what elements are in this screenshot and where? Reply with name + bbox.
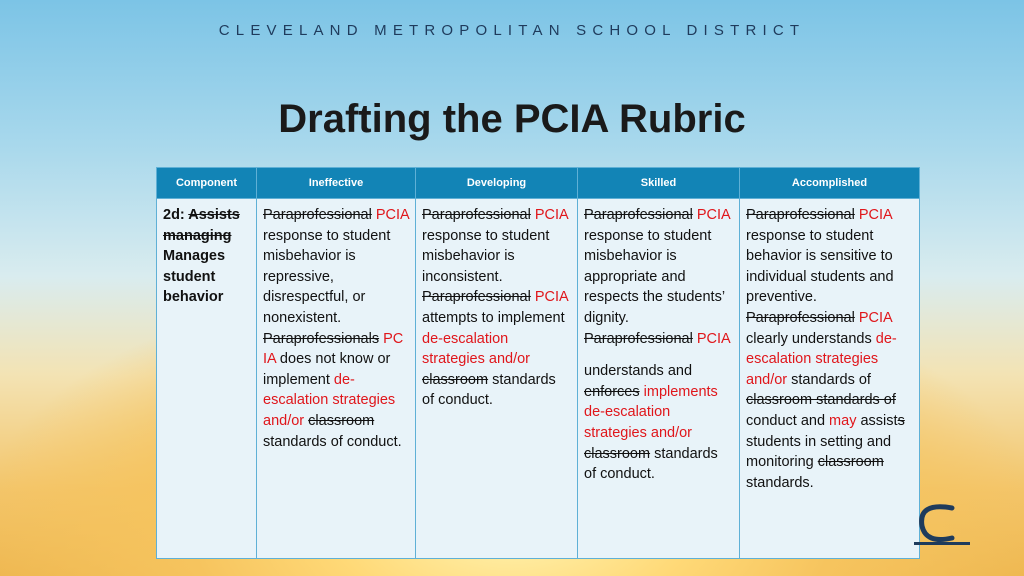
struck-text: classroom (308, 412, 375, 429)
inserted-text: may (829, 412, 857, 429)
struck-text: s (897, 412, 905, 429)
inserted-text: PCIA (858, 309, 892, 326)
inserted-text: implements de-escalation strategies and/or (584, 383, 718, 441)
inserted-text: PCIA (534, 207, 568, 223)
cell-text: standards of conduct. (422, 371, 556, 409)
struck-text: classroom (817, 454, 884, 471)
cell-text: response to student misbehavior is appropriate and respects the students’ dignity. (584, 227, 725, 326)
struck-text: Paraprofessional (422, 289, 531, 306)
struck-text: Paraprofessionals (263, 330, 380, 347)
cell-text: does not know or implement (263, 351, 391, 388)
inserted-text: de-escalation strategies and/or (263, 371, 396, 429)
cell-text: understands and (584, 363, 693, 380)
inserted-text: PCIA (696, 330, 731, 347)
inserted-text: de-escalation strategies and/or (422, 330, 531, 368)
struck-text: Paraprofessional (584, 330, 693, 347)
cell-text: response to student behavior is sensitive to individual students and preventive. (746, 227, 894, 306)
cell-text: clearly understands (746, 330, 876, 347)
cell-text: response to student misbehavior is inconsistent. (422, 227, 550, 285)
cell-text: response to student misbehavior is repressive, disrespectful, or nonexistent. (263, 227, 391, 326)
developing-cell (416, 199, 578, 559)
struck-text: managing (163, 227, 232, 244)
struck-text: Paraprofessional (422, 207, 531, 223)
page-title: Drafting the PCIA Rubric (278, 97, 746, 141)
header-ineffective: Ineffective (257, 168, 416, 199)
struck-text: classroom (584, 445, 651, 462)
table-header-row (157, 168, 920, 199)
struck-text: Paraprofessional (746, 207, 855, 223)
district-name: CLEVELAND METROPOLITAN SCHOOL DISTRICT (218, 22, 806, 39)
cell-text: attempts to implement (422, 309, 565, 326)
struck-text: Paraprofessional (263, 207, 372, 223)
accomplished-cell (740, 199, 920, 559)
inserted-text: de-escalation strategies and/or (746, 330, 897, 388)
table-row (157, 199, 920, 559)
header-accomplished: Accomplished (740, 168, 920, 199)
cell-text: standards of conduct. (263, 433, 402, 450)
cell-text: conduct and (746, 412, 830, 429)
header-skilled: Skilled (578, 168, 740, 199)
ineffective-cell (257, 199, 416, 559)
inserted-text: PCIA (375, 207, 409, 223)
cell-text: assist (860, 412, 898, 429)
component-cell (157, 199, 257, 559)
cell-text: standards of (787, 371, 871, 388)
inserted-text: PCIA (858, 207, 892, 223)
inserted-text: PCIA (696, 207, 730, 223)
component-code: 2d: (163, 207, 185, 223)
cell-text: students in setting and monitoring (746, 433, 892, 471)
inserted-text: IA (263, 351, 276, 368)
cell-text: standards. (746, 474, 814, 491)
rubric-table (156, 167, 920, 559)
struck-text: classroom (422, 371, 489, 388)
header-developing: Developing (416, 168, 578, 199)
paragraph-gap (584, 349, 733, 361)
skilled-cell (578, 199, 740, 559)
inserted-text: PCIA (534, 289, 568, 306)
inserted-text: PC (379, 330, 404, 347)
district-logo-icon (912, 498, 972, 548)
struck-text: Paraprofessional (584, 207, 693, 223)
struck-text: Assists (188, 207, 240, 223)
cell-text: standards of conduct. (584, 445, 718, 483)
struck-text: Paraprofessional (746, 309, 855, 326)
struck-text: enforces (584, 383, 640, 400)
header-component: Component (157, 168, 257, 199)
struck-text: classroom standards of (746, 392, 896, 409)
component-name: Manages student behavior (163, 248, 226, 306)
